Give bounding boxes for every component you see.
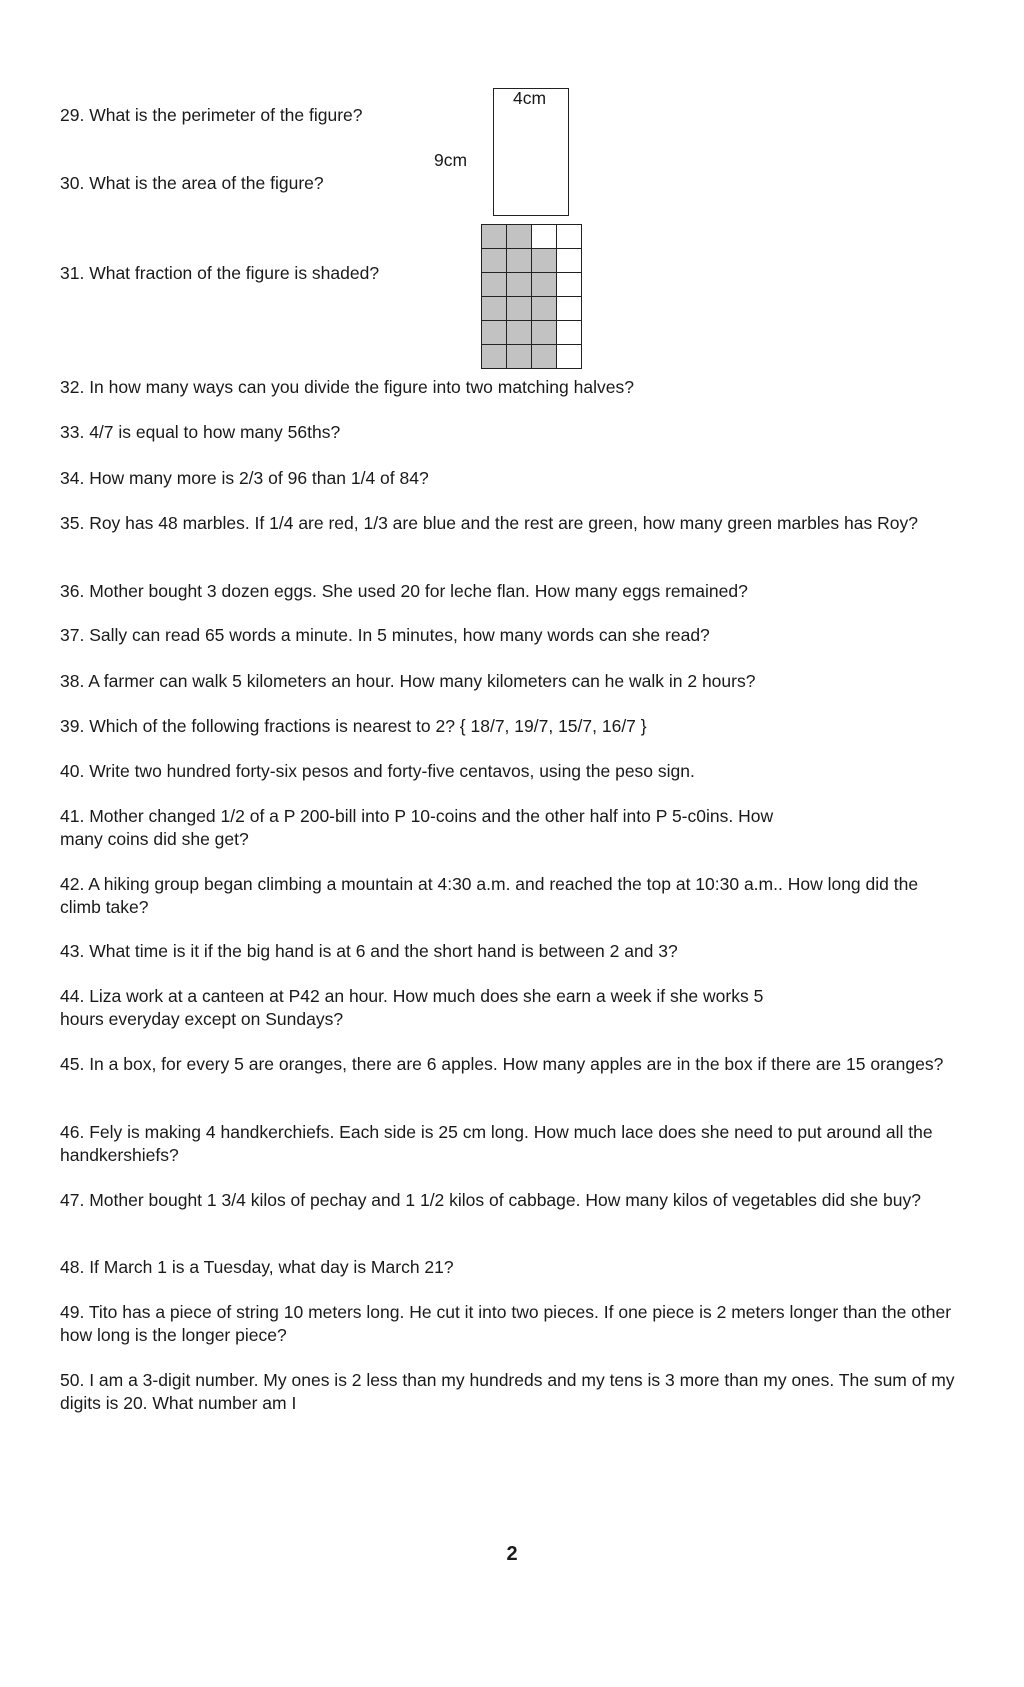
question-44: 44. Liza work at a canteen at P42 an hour. How much does she earn a week if she works 5 hours everyday except on Sundays? (60, 986, 764, 1029)
grid-cell-shaded (532, 273, 557, 297)
question-35: 35. Roy has 48 marbles. If 1/4 are red, 1/3 are blue and the rest are green, how many green marbles has Roy? (60, 513, 918, 533)
page-number: 2 (506, 1543, 518, 1565)
question-31: 31. What fraction of the figure is shaded? (60, 263, 380, 283)
grid-cell-shaded (482, 321, 507, 345)
grid-cell-shaded (507, 297, 532, 321)
grid-cell (532, 225, 557, 249)
question-37: 37. Sally can read 65 words a minute. In 5 minutes, how many words can she read? (60, 625, 710, 645)
grid-cell (557, 345, 582, 369)
grid-cell-shaded (507, 249, 532, 273)
question-50: 50. I am a 3-digit number. My ones is 2 less than my hundreds and my tens is 3 more than my ones. The sum of my digits is 20. What number am I (60, 1370, 955, 1413)
grid-cell-shaded (507, 273, 532, 297)
question-49: 49. Tito has a piece of string 10 meters long. He cut it into two pieces. If one piece is 2 meters longer than the other how long is the longer piece? (60, 1302, 952, 1345)
question-43: 43. What time is it if the big hand is at 6 and the short hand is between 2 and 3? (60, 941, 678, 961)
question-46: 46. Fely is making 4 handkerchiefs. Each side is 25 cm long. How much lace does she need to put around all the handkershiefs? (60, 1122, 933, 1165)
grid-cell (557, 321, 582, 345)
question-42: 42. A hiking group began climbing a mountain at 4:30 a.m. and reached the top at 10:30 a.m.. How long did the climb take? (60, 874, 919, 917)
question-40: 40. Write two hundred forty-six pesos and forty-five centavos, using the peso sign. (60, 761, 695, 781)
question-45: 45. In a box, for every 5 are oranges, there are 6 apples. How many apples are in the box if there are 15 oranges? (60, 1054, 944, 1074)
grid-cell-shaded (482, 273, 507, 297)
grid-cell-shaded (507, 225, 532, 249)
question-32: 32. In how many ways can you divide the figure into two matching halves? (60, 377, 634, 397)
question-36: 36. Mother bought 3 dozen eggs. She used 20 for leche flan. How many eggs remained? (60, 581, 748, 601)
grid-cell-shaded (532, 249, 557, 273)
question-30: 30. What is the area of the figure? (60, 173, 324, 193)
question-34: 34. How many more is 2/3 of 96 than 1/4 of 84? (60, 468, 429, 488)
grid-cell-shaded (532, 297, 557, 321)
grid-cell-shaded (482, 297, 507, 321)
question-33: 33. 4/7 is equal to how many 56ths? (60, 422, 341, 442)
rectangle-height-label: 9cm (434, 150, 468, 170)
grid-cell-shaded (482, 345, 507, 369)
question-29: 29. What is the perimeter of the figure? (60, 105, 363, 125)
question-48: 48. If March 1 is a Tuesday, what day is March 21? (60, 1257, 454, 1277)
question-38: 38. A farmer can walk 5 kilometers an hour. How many kilometers can he walk in 2 hours? (60, 671, 756, 691)
question-41: 41. Mother changed 1/2 of a P 200-bill into P 10-coins and the other half into P 5-c0ins. How many coins did she get? (60, 806, 774, 849)
grid-cell-shaded (532, 345, 557, 369)
question-39: 39. Which of the following fractions is nearest to 2? { 18/7, 19/7, 15/7, 16/7 } (60, 716, 647, 736)
grid-cell-shaded (507, 321, 532, 345)
grid-cell (557, 225, 582, 249)
grid-cell-shaded (507, 345, 532, 369)
rectangle-width-label: 4cm (513, 88, 547, 108)
shaded-grid-figure (481, 224, 582, 369)
grid-cell (557, 249, 582, 273)
grid-cell (557, 273, 582, 297)
grid-cell (557, 297, 582, 321)
grid-cell-shaded (532, 321, 557, 345)
grid-cell-shaded (482, 249, 507, 273)
grid-cell-shaded (482, 225, 507, 249)
question-47: 47. Mother bought 1 3/4 kilos of pechay and 1 1/2 kilos of cabbage. How many kilos of vegetables did she buy? (60, 1190, 921, 1210)
